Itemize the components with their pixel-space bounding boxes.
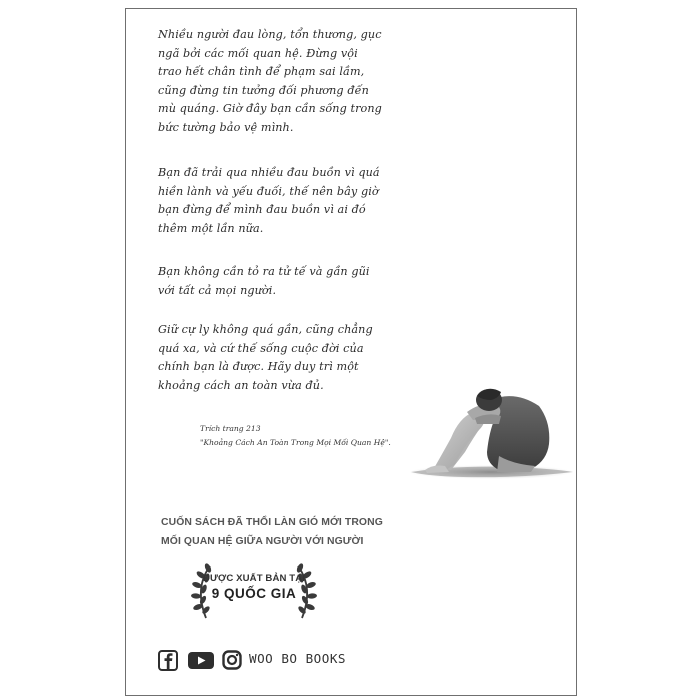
youtube-icon bbox=[187, 650, 215, 671]
award-badge bbox=[184, 558, 324, 626]
quote-line: chính bạn là được. Hãy duy trì một bbox=[158, 360, 359, 374]
award-label: ĐƯỢC XUẤT BẢN TẠI bbox=[202, 573, 306, 584]
publisher-brand: WOO BO BOOKS bbox=[249, 651, 346, 666]
quote-paragraph-3 bbox=[158, 263, 398, 300]
quote-citation bbox=[200, 422, 391, 450]
quote-line: khoảng cách an toàn vừa đủ. bbox=[158, 378, 324, 392]
quote-line: hiền lành và yếu đuối, thế nên bây giờ bbox=[158, 184, 379, 198]
award-count: 9 QUỐC GIA bbox=[211, 586, 297, 601]
quote-line: với tất cả mọi người. bbox=[158, 283, 277, 297]
facebook-link[interactable] bbox=[158, 650, 178, 672]
quote-line: Giữ cự ly không quá gần, cũng chẳng bbox=[158, 323, 373, 336]
instagram-icon bbox=[222, 650, 242, 671]
quote-line: bạn đừng để mình đau buồn vì ai đó bbox=[158, 203, 366, 217]
quote-line: Bạn đã trải qua nhiều đau buồn vì quá bbox=[158, 166, 380, 179]
youtube-link[interactable] bbox=[187, 650, 215, 672]
quote-line: Bạn không cần tỏ ra tử tế và gần gũi bbox=[158, 265, 370, 278]
quote-line: thêm một lần nữa. bbox=[158, 221, 264, 235]
quote-line: trao hết chân tình để phạm sai lầm, bbox=[158, 65, 365, 79]
quote-paragraph-1 bbox=[158, 26, 398, 138]
instagram-link[interactable] bbox=[222, 650, 242, 672]
quote-paragraph-2 bbox=[158, 164, 398, 238]
quote-line: quá xa, và cứ thế sống cuộc đời của bbox=[158, 341, 364, 355]
citation-page: Trích trang 213 bbox=[200, 424, 261, 433]
quote-line: cũng đừng tin tưởng đối phương đến bbox=[158, 83, 369, 97]
quote-line: ngã bởi các mối quan hệ. Đừng vội bbox=[158, 46, 358, 60]
quote-line: bức tường bảo vệ mình. bbox=[158, 120, 294, 134]
headline-line: MỐI QUAN HỆ GIỮA NGƯỜI VỚI NGƯỜI bbox=[161, 536, 364, 547]
quote-line: mù quáng. Giờ đây bạn cần sống trong bbox=[158, 102, 382, 116]
quote-paragraph-4 bbox=[158, 321, 398, 395]
facebook-icon bbox=[158, 650, 178, 671]
headline-line: CUỐN SÁCH ĐÃ THỔI LÀN GIÓ MỚI TRONG bbox=[161, 517, 383, 528]
quote-line: Nhiều người đau lòng, tổn thương, gục bbox=[158, 28, 382, 41]
sitting-person-illustration bbox=[403, 360, 575, 485]
book-headline bbox=[161, 513, 383, 551]
citation-title: "Khoảng Cách An Toàn Trong Mọi Mối Quan Hệ". bbox=[200, 438, 391, 447]
